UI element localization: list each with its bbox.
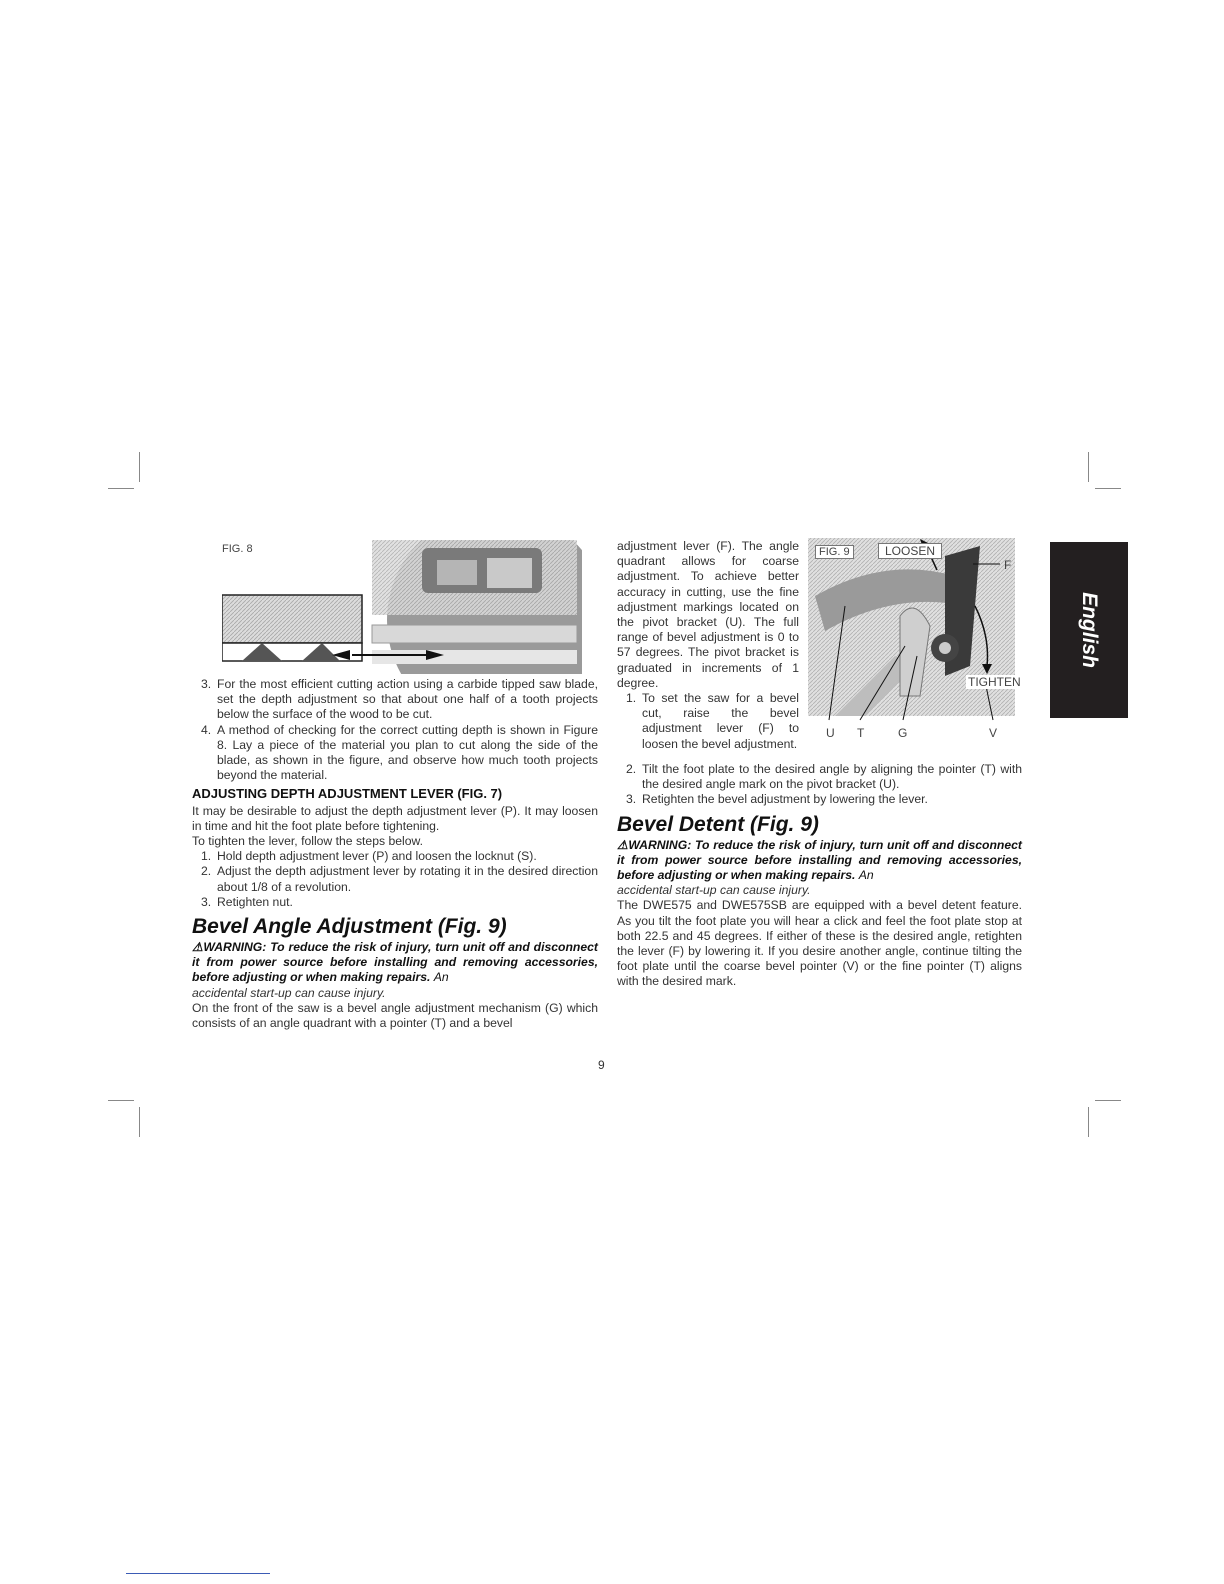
- list-item: [192, 677, 598, 723]
- fig8-illustration: [222, 540, 582, 674]
- section-title: Bevel Angle Adjustment (Fig. 9): [192, 915, 507, 939]
- paragraph: On the front of the saw is a bevel angle adjustment mechanism (G) which consists of an angle quadrant with a pointer (T) and a bevel: [192, 1000, 598, 1031]
- crop-mark: [1088, 1107, 1089, 1137]
- list-item: [192, 895, 598, 910]
- list-number: 3.: [201, 894, 212, 909]
- subheading: ADJUSTING DEPTH ADJUSTMENT LEVER (FIG. 7): [192, 786, 503, 802]
- warning-note: accidental start-up can cause injury.: [192, 985, 386, 1000]
- callout-g: G: [898, 726, 908, 740]
- list-text: Tilt the foot plate to the desired angle by aligning the pointer (T) with the desired angle mark on the pivot bracket (U).: [642, 762, 1022, 792]
- material-piece: [222, 595, 362, 643]
- callout-u: U: [826, 726, 835, 740]
- crop-mark: [108, 488, 134, 489]
- footer-rule: [126, 1573, 270, 1574]
- list-item: [192, 723, 598, 784]
- paragraph: adjustment lever (F). The angle quadrant allows for coarse adjustment. To achieve better accuracy in cutting, use the fine adjustment markings located on the pivot bracket (U). The full range of bevel adjustment is 0 to 57 degrees. The pivot bracket is graduated in increments of 1 degree.: [617, 539, 799, 690]
- paragraph: It may be desirable to adjust the depth adjustment lever (P). It may loosen in time and hit the foot plate before tightening.: [192, 803, 598, 833]
- section-title: Bevel Detent (Fig. 9): [617, 812, 819, 836]
- list-text: To set the saw for a bevel cut, raise the bevel adjustment lever (F) to loosen the bevel adjustment.: [642, 691, 799, 751]
- list-text: Adjust the depth adjustment lever by rotating it in the desired direction about 1/8 of a revolution.: [217, 864, 598, 894]
- list-text: Retighten the bevel adjustment by lowering the lever.: [642, 792, 928, 807]
- crop-mark: [1095, 488, 1121, 489]
- list-item: [192, 849, 598, 864]
- list-item: [192, 864, 598, 894]
- warning-text: [617, 838, 1022, 884]
- fig8-label: FIG. 8: [222, 543, 253, 555]
- list-number: 1.: [201, 849, 212, 864]
- crop-mark: [1095, 1100, 1121, 1101]
- warning-bold: WARNING: To reduce the risk of injury, turn unit off and disconnect it from power source before installing and removing accessories, before adjusting or when making repairs.: [617, 837, 1022, 883]
- warning-text: [192, 940, 598, 986]
- crop-mark: [139, 452, 140, 482]
- fig9-illustration: [805, 536, 1025, 742]
- list-number: 1.: [626, 691, 637, 706]
- fig9-label: FIG. 9: [815, 545, 854, 559]
- crop-mark: [139, 1107, 140, 1137]
- callout-v: V: [989, 726, 998, 740]
- list-text: Retighten nut.: [217, 894, 293, 909]
- list-number: 3.: [626, 792, 637, 807]
- list-item: [617, 691, 799, 752]
- warning-note: accidental start-up can cause injury.: [617, 883, 811, 898]
- list-number: 4.: [201, 722, 212, 737]
- list-item: [617, 792, 1022, 807]
- warning-tail: An: [433, 970, 449, 985]
- list-text: For the most efficient cutting action using a carbide tipped saw blade, set the depth adjustment so that about one half of a tooth projects below the surface of the wood to be cut.: [217, 677, 598, 722]
- right-column-bottom: [617, 762, 1022, 990]
- callout-f: F: [1004, 558, 1012, 572]
- crop-mark: [108, 1100, 134, 1101]
- warning-icon: ⚠: [192, 940, 204, 955]
- paragraph: To tighten the lever, follow the steps below.: [192, 834, 424, 849]
- list-item: [617, 762, 1022, 792]
- list-number: 2.: [626, 762, 637, 776]
- loosen-label: LOOSEN: [878, 543, 942, 559]
- warning-icon: ⚠: [617, 837, 629, 852]
- callout-t: T: [857, 726, 865, 740]
- language-tab: [1050, 542, 1128, 718]
- tighten-label: TIGHTEN: [968, 675, 1021, 689]
- list-text: A method of checking for the correct cutting depth is shown in Figure 8. Lay a piece of the material you plan to cut along the side of the blade, as shown in the figure, and observe how much tooth projects beyond the material.: [217, 722, 598, 783]
- right-column-top: [617, 539, 799, 752]
- list-number: 3.: [201, 677, 212, 691]
- warning-tail: An: [858, 868, 874, 883]
- crop-mark: [1088, 452, 1089, 482]
- list-number: 2.: [201, 864, 212, 879]
- list-text: Hold depth adjustment lever (P) and loosen the locknut (S).: [217, 849, 537, 864]
- warning-bold: WARNING: To reduce the risk of injury, turn unit off and disconnect it from power source before installing and removing accessories, before adjusting or when making repairs.: [192, 940, 598, 985]
- left-column: [192, 677, 598, 1031]
- page-number: 9: [598, 1058, 605, 1072]
- paragraph: The DWE575 and DWE575SB are equipped with a bevel detent feature. As you tilt the foot plate you will hear a click and feel the foot plate stop at both 22.5 and 45 degrees. If either of these is the desired angle, retighten the lever (F) by lowering it. If you desire another angle, continue tilting the foot plate until the coarse bevel pointer (V) or the fine pointer (T) aligns with the desired mark.: [617, 898, 1022, 989]
- language-tab-label: English: [1078, 592, 1101, 668]
